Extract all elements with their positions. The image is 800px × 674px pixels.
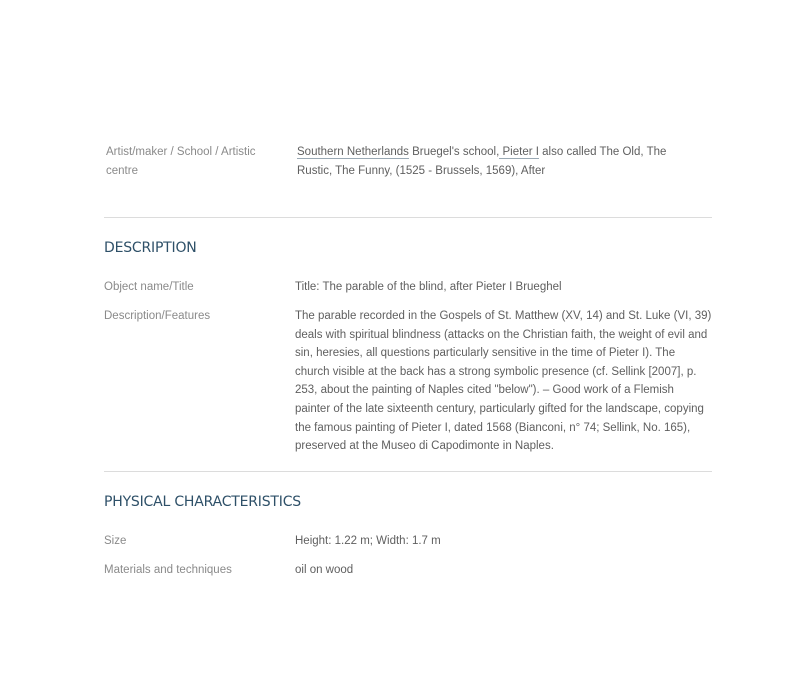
- features-value: The parable recorded in the Gospels of St. Matthew (XV, 14) and St. Luke (VI, 39) deals with spiritual blindness (attacks on the Christian faith, the weight of evil and sin, heresies, all questions particularly sensitive in the time of Pieter I). The church visible at the back has a strong symbolic presence (cf. Sellink [2007], p. 253, about the painting of Naples cited "below"). – Good work of a Flemish painter of the late sixteenth century, particularly gifted for the landscape, copying the famous painting of Pieter I, dated 1568 (Bianconi, n° 74; Sellink, No. 165), preserved at the Museo di Capodimonte in Naples.: [295, 310, 712, 453]
- size-row: [104, 532, 712, 552]
- features-label: Description/Features: [104, 310, 211, 322]
- divider-1: [104, 217, 712, 218]
- object-name-row: [104, 278, 712, 298]
- size-value: Height: 1.22 m; Width: 1.7 m: [295, 535, 441, 547]
- materials-label: Materials and techniques: [104, 564, 232, 576]
- materials-value: oil on wood: [295, 564, 354, 576]
- artist-text-2: also called The Old, The Rustic, The Funny, (1525 - Brussels, 1569), After: [297, 146, 667, 177]
- object-name-label: Object name/Title: [104, 281, 194, 293]
- physical-heading: PHYSICAL CHARACTERISTICS: [104, 494, 301, 510]
- artist-row: [106, 143, 712, 203]
- pieter-i-link[interactable]: Pieter I: [499, 146, 539, 158]
- object-name-value: Title: The parable of the blind, after Pieter I Brueghel: [295, 281, 562, 293]
- artist-value: [297, 143, 699, 180]
- artist-label: [106, 143, 266, 180]
- materials-row: [104, 561, 712, 581]
- divider-2: [104, 471, 712, 472]
- size-label: Size: [104, 535, 127, 547]
- description-heading: DESCRIPTION: [104, 240, 197, 256]
- features-row: [104, 307, 712, 457]
- southern-netherlands-link[interactable]: Southern Netherlands: [297, 146, 409, 158]
- artist-label-text: Artist/maker / School / Artistic centre: [106, 146, 256, 177]
- artist-text-1: Bruegel's school,: [408, 146, 500, 158]
